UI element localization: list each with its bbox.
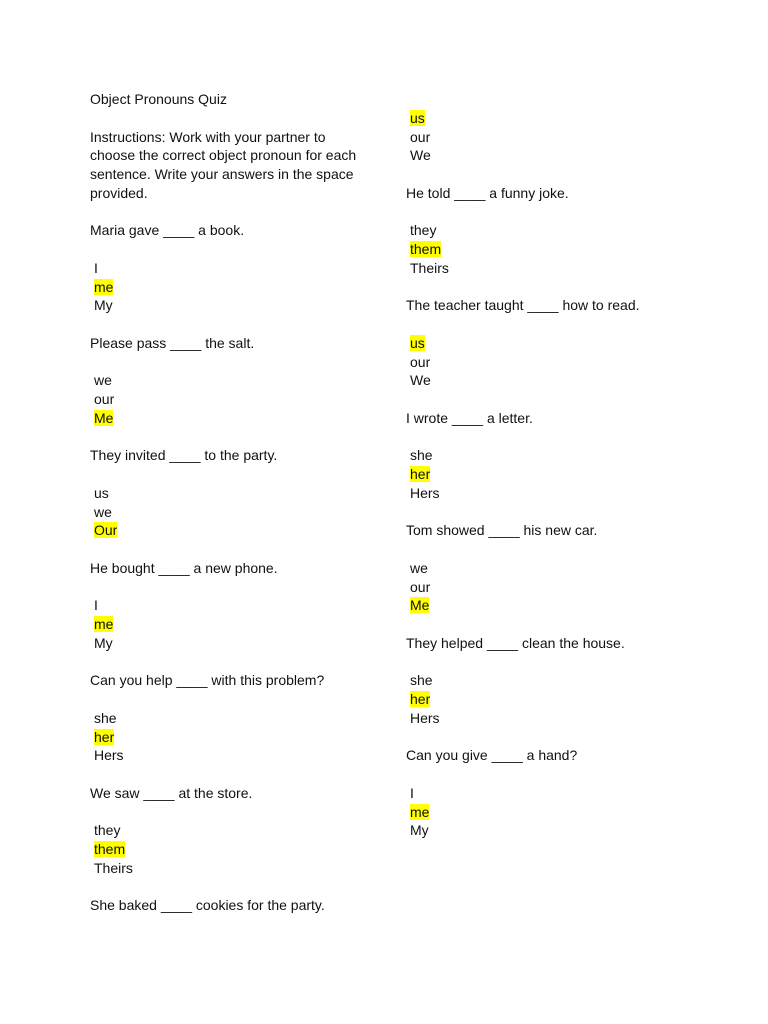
answer-option: we: [94, 503, 112, 520]
question-sentence: They invited ____ to the party.: [90, 447, 278, 464]
answer-option-highlighted: her: [410, 466, 431, 482]
spacer: [406, 90, 706, 109]
spacer: [90, 878, 380, 897]
left-column: [90, 90, 380, 915]
question-sentence: She baked ____ cookies for the party.: [90, 897, 325, 914]
spacer: [406, 765, 706, 784]
instructions-line: Instructions: Work with your partner to: [90, 128, 326, 145]
spacer: [406, 653, 706, 672]
answer-option: our: [410, 128, 431, 145]
spacer: [90, 353, 380, 372]
spacer: [90, 803, 380, 822]
spacer: [406, 203, 706, 222]
question-sentence: Can you give ____ a hand?: [406, 747, 578, 764]
spacer: [90, 315, 380, 334]
answer-option: she: [410, 447, 433, 464]
answer-option: we: [410, 559, 428, 576]
instructions-line: provided.: [90, 184, 148, 201]
question-sentence: I wrote ____ a letter.: [406, 409, 533, 426]
spacer: [90, 465, 380, 484]
spacer: [90, 690, 380, 709]
spacer: [406, 278, 706, 297]
question-sentence: They helped ____ clean the house.: [406, 634, 625, 651]
spacer: [406, 390, 706, 409]
answer-option-highlighted: them: [410, 241, 442, 257]
spacer: [406, 165, 706, 184]
answer-option-highlighted: me: [94, 278, 114, 295]
spacer: [406, 428, 706, 447]
answer-option: our: [410, 578, 431, 595]
spacer: [90, 765, 380, 784]
answer-option-highlighted: Me: [94, 409, 114, 426]
answer-option-highlighted: them: [94, 841, 126, 857]
spacer: [90, 109, 380, 128]
answer-option: Hers: [94, 747, 124, 764]
answer-option-highlighted: me: [94, 616, 114, 632]
answer-option-highlighted: us: [410, 334, 425, 351]
answer-option: My: [410, 822, 429, 839]
answer-option: they: [410, 222, 437, 239]
question-sentence: He bought ____ a new phone.: [90, 559, 278, 576]
answer-option: she: [94, 709, 117, 726]
answer-option: Hers: [410, 484, 440, 501]
question-sentence: The teacher taught ____ how to read.: [406, 297, 640, 314]
answer-option-highlighted: her: [94, 728, 115, 745]
question-sentence: He told ____ a funny joke.: [406, 184, 569, 201]
spacer: [406, 615, 706, 634]
answer-option: I: [94, 597, 98, 614]
spacer: [406, 503, 706, 522]
answer-option: they: [94, 822, 121, 839]
answer-option: our: [94, 391, 115, 407]
answer-option-highlighted: Our: [94, 522, 118, 539]
spacer: [90, 653, 380, 672]
answer-option: My: [94, 297, 113, 314]
answer-option-highlighted: us: [410, 109, 425, 126]
spacer: [90, 240, 380, 259]
spacer: [90, 428, 380, 447]
answer-option-highlighted: me: [410, 803, 430, 820]
spacer: [90, 540, 380, 559]
answer-option: I: [94, 259, 98, 276]
answer-option: we: [94, 372, 112, 389]
question-sentence: Please pass ____ the salt.: [90, 334, 255, 351]
spacer: [406, 540, 706, 559]
answer-option: our: [410, 353, 431, 370]
answer-option: My: [94, 634, 113, 651]
question-sentence: Tom showed ____ his new car.: [406, 522, 598, 539]
answer-option: Theirs: [410, 259, 449, 276]
answer-option-highlighted: Me: [410, 597, 430, 614]
question-sentence: We saw ____ at the store.: [90, 784, 253, 801]
spacer: [90, 578, 380, 597]
spacer: [90, 203, 380, 222]
instructions-line: sentence. Write your answers in the space: [90, 166, 354, 182]
instructions-line: choose the correct object pronoun for each: [90, 147, 357, 164]
answer-option: We: [410, 147, 431, 164]
spacer: [406, 728, 706, 747]
answer-option-highlighted: her: [410, 691, 431, 707]
answer-option: Hers: [410, 709, 440, 726]
answer-option: We: [410, 372, 431, 389]
answer-option: she: [410, 672, 433, 689]
question-sentence: Can you help ____ with this problem?: [90, 672, 325, 689]
spacer: [406, 315, 706, 334]
answer-option: us: [94, 484, 109, 501]
answer-option: Theirs: [94, 859, 133, 876]
answer-option: I: [410, 784, 414, 801]
right-column: [406, 90, 706, 840]
question-sentence: Maria gave ____ a book.: [90, 222, 245, 239]
quiz-title: Object Pronouns Quiz: [90, 91, 227, 107]
